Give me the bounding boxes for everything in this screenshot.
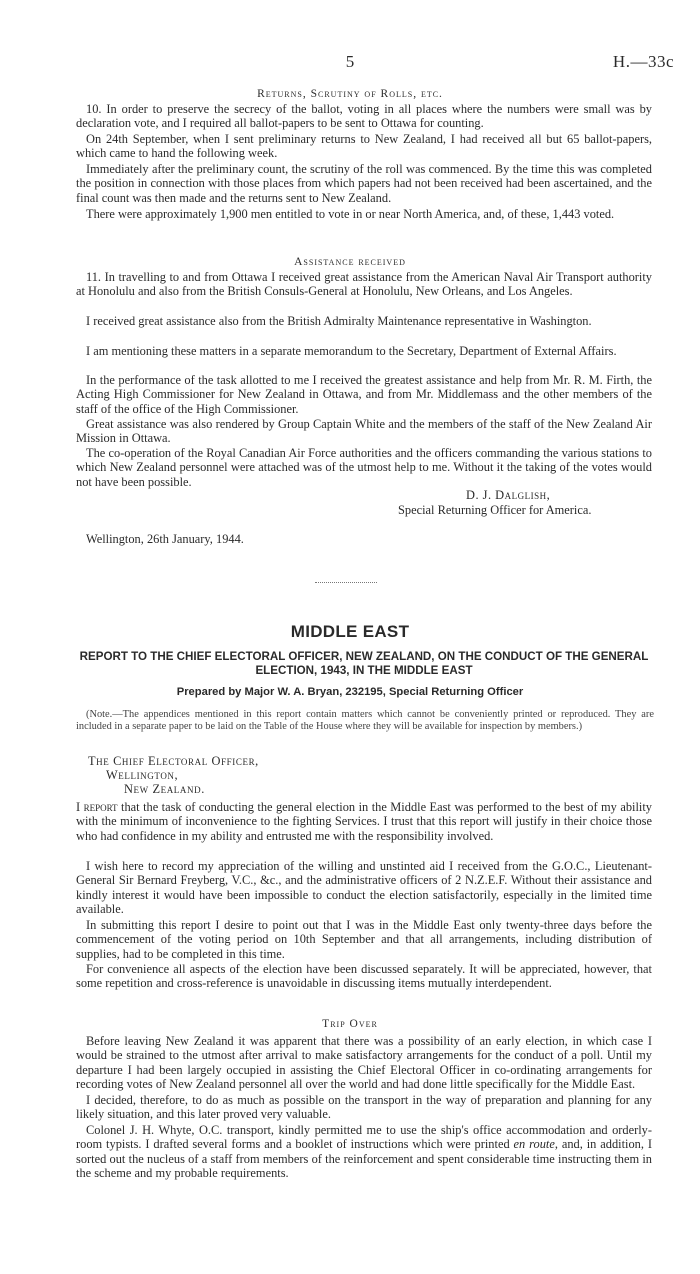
appendix-note: (Note.—The appendices mentioned in this report contain matters which cannot be conveniently printed or reproduced. They are included in a separate paper to be laid on the Table of the House where they will be available for inspection by members.) — [76, 709, 654, 733]
paragraph: I wish here to record my appreciation of the willing and unstinted aid I received from the G.O.C., Lieutenant-General Sir Bernard Freyberg, V.C., &c., and the administrative officers of 2 N.Z.E.F. Without their assistance and kindly interest it would have been impossible to conduct the election satisfactorily, especially in the limited time available. — [76, 859, 652, 917]
paragraph: For convenience all aspects of the election have been discussed separately. It will be appreciated, however, that some repetition and cross-reference is unavoidable in discussing items mutually interdependent. — [76, 962, 652, 991]
paragraph: There were approximately 1,900 men entitled to vote in or near North America, and, of these, 1,443 voted. — [86, 207, 615, 221]
paragraph — [76, 1123, 652, 1181]
text-run: Colonel J. H. Whyte, O.C. transport, kindly permitted me to use the ship's office accommodation and orderly-room typists. I drafted several forms and a booklet of instructions which were printed — [76, 1123, 652, 1152]
text-run: , and, in addition, I sorted out the nucleus of a staff from members of the reinforcement and spent considerable time instructing them in the scheme and my probable requirements. — [76, 1137, 652, 1181]
paragraph: On 24th September, when I sent preliminary returns to New Zealand, I had received all but 65 ballot-papers, which came to hand the following week. — [76, 132, 652, 161]
section-divider — [315, 582, 377, 583]
address-line: The Chief Electoral Officer, — [88, 754, 259, 768]
intro-paragraph — [76, 800, 652, 843]
intro-text: that the task of conducting the general election in the Middle East was performed to the best of my ability with the minimum of inconvenience to the fighting Services. I trust that this report will justify in their choice those who had confidence in my ability and entrusted me with the responsibility involved. — [76, 800, 652, 843]
paragraph: Great assistance was also rendered by Group Captain White and the members of the staff of the New Zealand Air Mission in Ottawa. — [76, 417, 652, 446]
signature-name: D. J. Dalglish, — [466, 488, 551, 502]
place-date: Wellington, 26th January, 1944. — [86, 532, 244, 546]
address-line: Wellington, — [106, 768, 179, 782]
report-title: REPORT TO THE CHIEF ELECTORAL OFFICER, NEW ZEALAND, ON THE CONDUCT OF THE GENERAL ELECTION, 1943, IN THE MIDDLE EAST — [79, 650, 649, 677]
address-line: New Zealand. — [124, 782, 205, 796]
section-heading-assistance: Assistance received — [294, 256, 406, 268]
paragraph: In submitting this report I desire to point out that I was in the Middle East only twenty-three days before the commencement of the voting period on 10th September and that all arrangements, including distribution of supplies, had to be completed in this time. — [76, 918, 652, 961]
paragraph: 11. In travelling to and from Ottawa I received great assistance from the American Naval Air Transport authority at Honolulu and also from the British Consuls-General at Honolulu, New Orleans, and Los Angeles. — [76, 270, 652, 299]
document-reference: H.—33c — [612, 52, 674, 71]
intro-lead: I report — [76, 800, 118, 814]
prepared-by: Prepared by Major W. A. Bryan, 232195, Special Returning Officer — [176, 686, 524, 698]
italic-run: en route — [513, 1137, 555, 1152]
page-number: 5 — [345, 52, 355, 71]
paragraph: In the performance of the task allotted to me I received the greatest assistance and help from Mr. R. M. Firth, the Acting High Commissioner for New Zealand in Ottawa, and from Mr. Middlemass and the other members of the staff of the office of the High Commissioner. — [76, 373, 652, 416]
signature-title: Special Returning Officer for America. — [398, 503, 592, 517]
report-heading: MIDDLE EAST — [290, 622, 410, 641]
paragraph: I am mentioning these matters in a separate memorandum to the Secretary, Department of External Affairs. — [86, 344, 617, 358]
paragraph: The co-operation of the Royal Canadian Air Force authorities and the officers commanding the various stations to which New Zealand personnel were attached was of the utmost help to me. Without it the taking of the votes would not have been possible. — [76, 446, 652, 489]
paragraph: Before leaving New Zealand it was apparent that there was a possibility of an early election, in which case I would be strained to the utmost after arrival to make satisfactory arrangements for the conduct of a poll. Until my departure I had been largely occupied in assisting the Chief Electoral Officer in co-ordinating arrangements for recording votes of New Zealand personnel all over the world and had done little specifically for the Middle East. — [76, 1034, 652, 1092]
paragraph: I decided, therefore, to do as much as possible on the transport in the way of preparation and planning for any likely situation, and this later proved very valuable. — [76, 1093, 652, 1122]
paragraph: 10. In order to preserve the secrecy of the ballot, voting in all places where the numbers were small was by declaration vote, and I required all ballot-papers to be sent to Ottawa for counting. — [76, 102, 652, 131]
paragraph: Immediately after the preliminary count, the scrutiny of the roll was commenced. By the time this was completed the position in connection with those places from which papers had not been received had been ascertained, and the final count was then made and the returns sent to New Zealand. — [76, 162, 652, 205]
section-heading-returns: Returns, Scrutiny of Rolls, etc. — [257, 88, 443, 100]
paragraph: I received great assistance also from the British Admiralty Maintenance representative in Washington. — [86, 314, 592, 328]
section-heading-trip-over: Trip Over — [322, 1018, 378, 1030]
